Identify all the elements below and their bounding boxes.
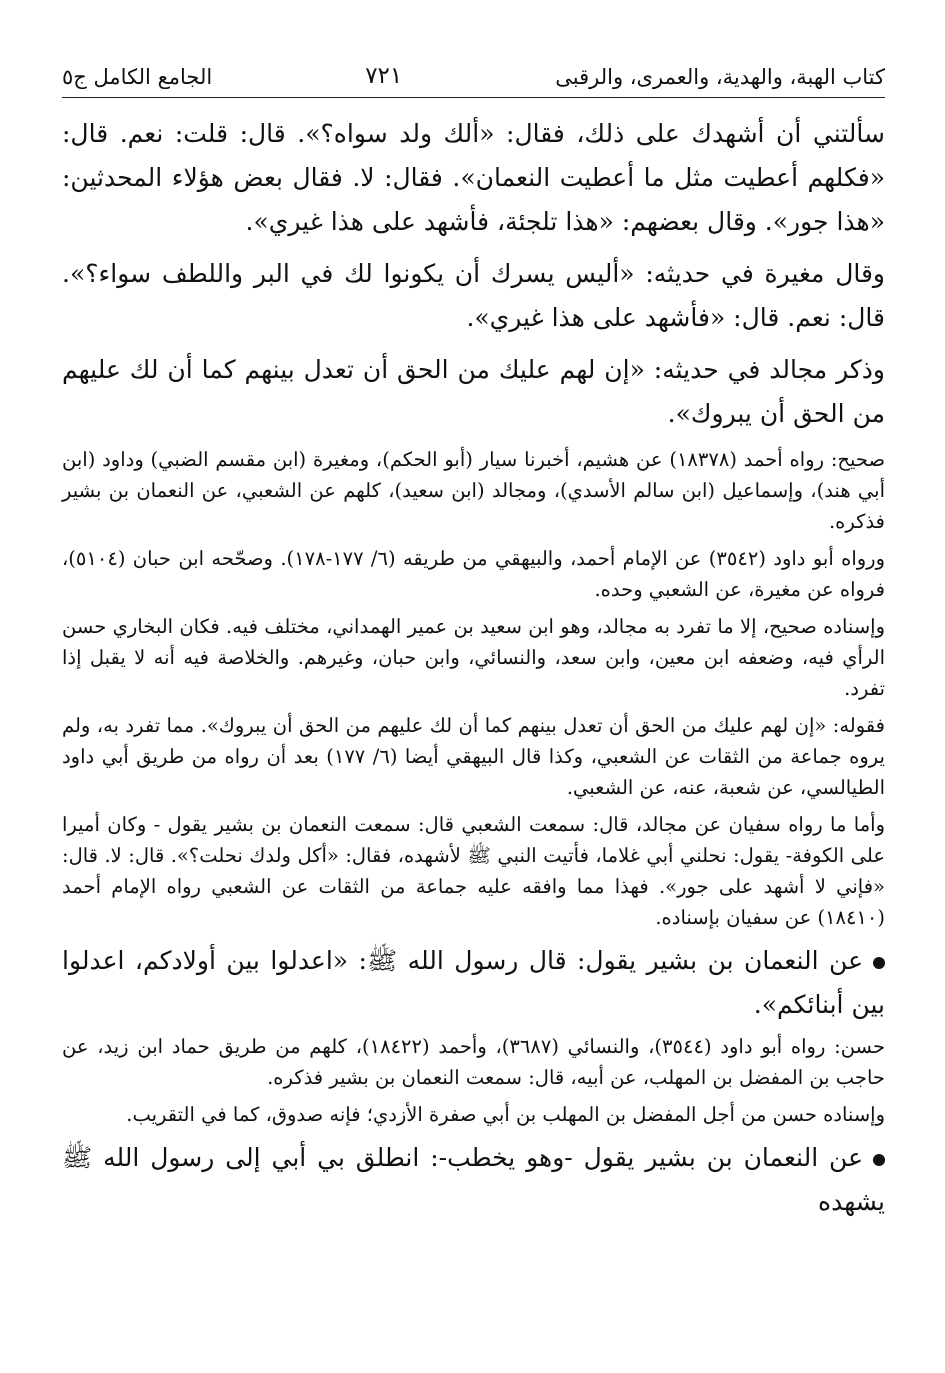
hadith-entry bbox=[62, 939, 885, 1027]
hadith-entry bbox=[62, 1136, 885, 1224]
takhrij-note: وإسناده صحيح، إلا ما تفرد به مجالد، وهو ابن سعيد بن عمير الهمداني، مختلف فيه. فكان البخاري حسن الرأي فيه، وضعفه ابن معين، وابن سعد، والنسائي، وابن حبان، وغيرهم. والخلاصة فيه أنه لا يقبل إذا تفرد. bbox=[62, 615, 885, 700]
bullet-icon bbox=[873, 1154, 885, 1166]
hadith-text: سألتني أن أشهدك على ذلك، فقال: «ألك ولد سواه؟». قال: قلت: نعم. قال: «فكلهم أعطيت مثل ما أعطيت النعمان». فقال: لا. فقال بعض هؤلاء المحدثين: «هذا جور». وقال بعضهم: «هذا تلجئة، فأشهد على هذا غيري». bbox=[62, 119, 885, 236]
page-content bbox=[62, 112, 885, 1224]
takhrij-note: وأما ما رواه سفيان عن مجالد، قال: سمعت الشعبي قال: سمعت النعمان بن بشير يقول - وكان أميرا على الكوفة- يقول: نحلني أبي غلاما، فأتيت النبي ﷺ لأشهده، فقال: «أكل ولدك نحلت؟». قال: لا. قال: «فإني لا أشهد على جور». فهذا مما وافقه عليه جماعة من الثقات عن الشعبي رواه الإمام أحمد (١٨٤١٠) عن سفيان بإسناده. bbox=[62, 813, 885, 929]
hadith-text: عن النعمان بن بشير يقول -وهو يخطب-: انطلق بي أبي إلى رسول الله ﷺ يشهده bbox=[62, 1143, 885, 1216]
bullet-icon bbox=[873, 957, 885, 969]
takhrij-note: صحيح: رواه أحمد (١٨٣٧٨) عن هشيم، أخبرنا سيار (أبو الحكم)، ومغيرة (ابن مقسم الضبي) وداود (ابن أبي هند)، وإسماعيل (ابن سالم الأسدي)، ومجالد (ابن سعيد)، كلهم عن الشعبي، عن النعمان بن بشير فذكره. bbox=[62, 448, 886, 533]
hadith-text: عن النعمان بن بشير يقول: قال رسول الله ﷺ: «اعدلوا بين أولادكم، اعدلوا بين أبنائكم». bbox=[62, 946, 885, 1019]
running-header bbox=[62, 0, 885, 98]
page-number: ٧٢١ bbox=[365, 63, 403, 89]
takhrij-note: ورواه أبو داود (٣٥٤٢) عن الإمام أحمد، والبيهقي من طريقه (٦/ ١٧٧-١٧٨). وصحّحه ابن حبان (٥١٠٤)، فرواه عن مغيرة، عن الشعبي وحده. bbox=[62, 547, 886, 601]
book-title: الجامع الكامل ج٥ bbox=[62, 65, 213, 89]
takhrij-note: حسن: رواه أبو داود (٣٥٤٤)، والنسائي (٣٦٨٧)، وأحمد (١٨٤٢٢)، كلهم من طريق حماد ابن زيد، عن حاجب بن المفضل بن المهلب، عن أبيه، قال: سمعت النعمان بن بشير فذكره. bbox=[62, 1035, 886, 1089]
takhrij-note: وإسناده حسن من أجل المفضل بن المهلب بن أبي صفرة الأزدي؛ فإنه صدوق، كما في التقريب. bbox=[126, 1103, 885, 1126]
chapter-title: كتاب الهبة، والهدية، والعمرى، والرقبى bbox=[555, 65, 885, 89]
hadith-text: وذكر مجالد في حديثه: «إن لهم عليك من الحق أن تعدل بينهم كما أن لك عليهم من الحق أن يبروك». bbox=[62, 355, 885, 428]
takhrij-note: فقوله: «إن لهم عليك من الحق أن تعدل بينهم كما أن لك عليهم من الحق أن يبروك». مما تفرد به، ولم يروه جماعة من الثقات عن الشعبي، وكذا قال البيهقي أيضا (٦/ ١٧٧) بعد أن رواه من طريق أبي داود الطيالسي، عن شعبة، عنه، عن الشعبي. bbox=[62, 714, 885, 799]
hadith-text: وقال مغيرة في حديثه: «أليس يسرك أن يكونوا لك في البر واللطف سواء؟». قال: نعم. قال: «فأشهد على هذا غيري». bbox=[62, 259, 885, 332]
